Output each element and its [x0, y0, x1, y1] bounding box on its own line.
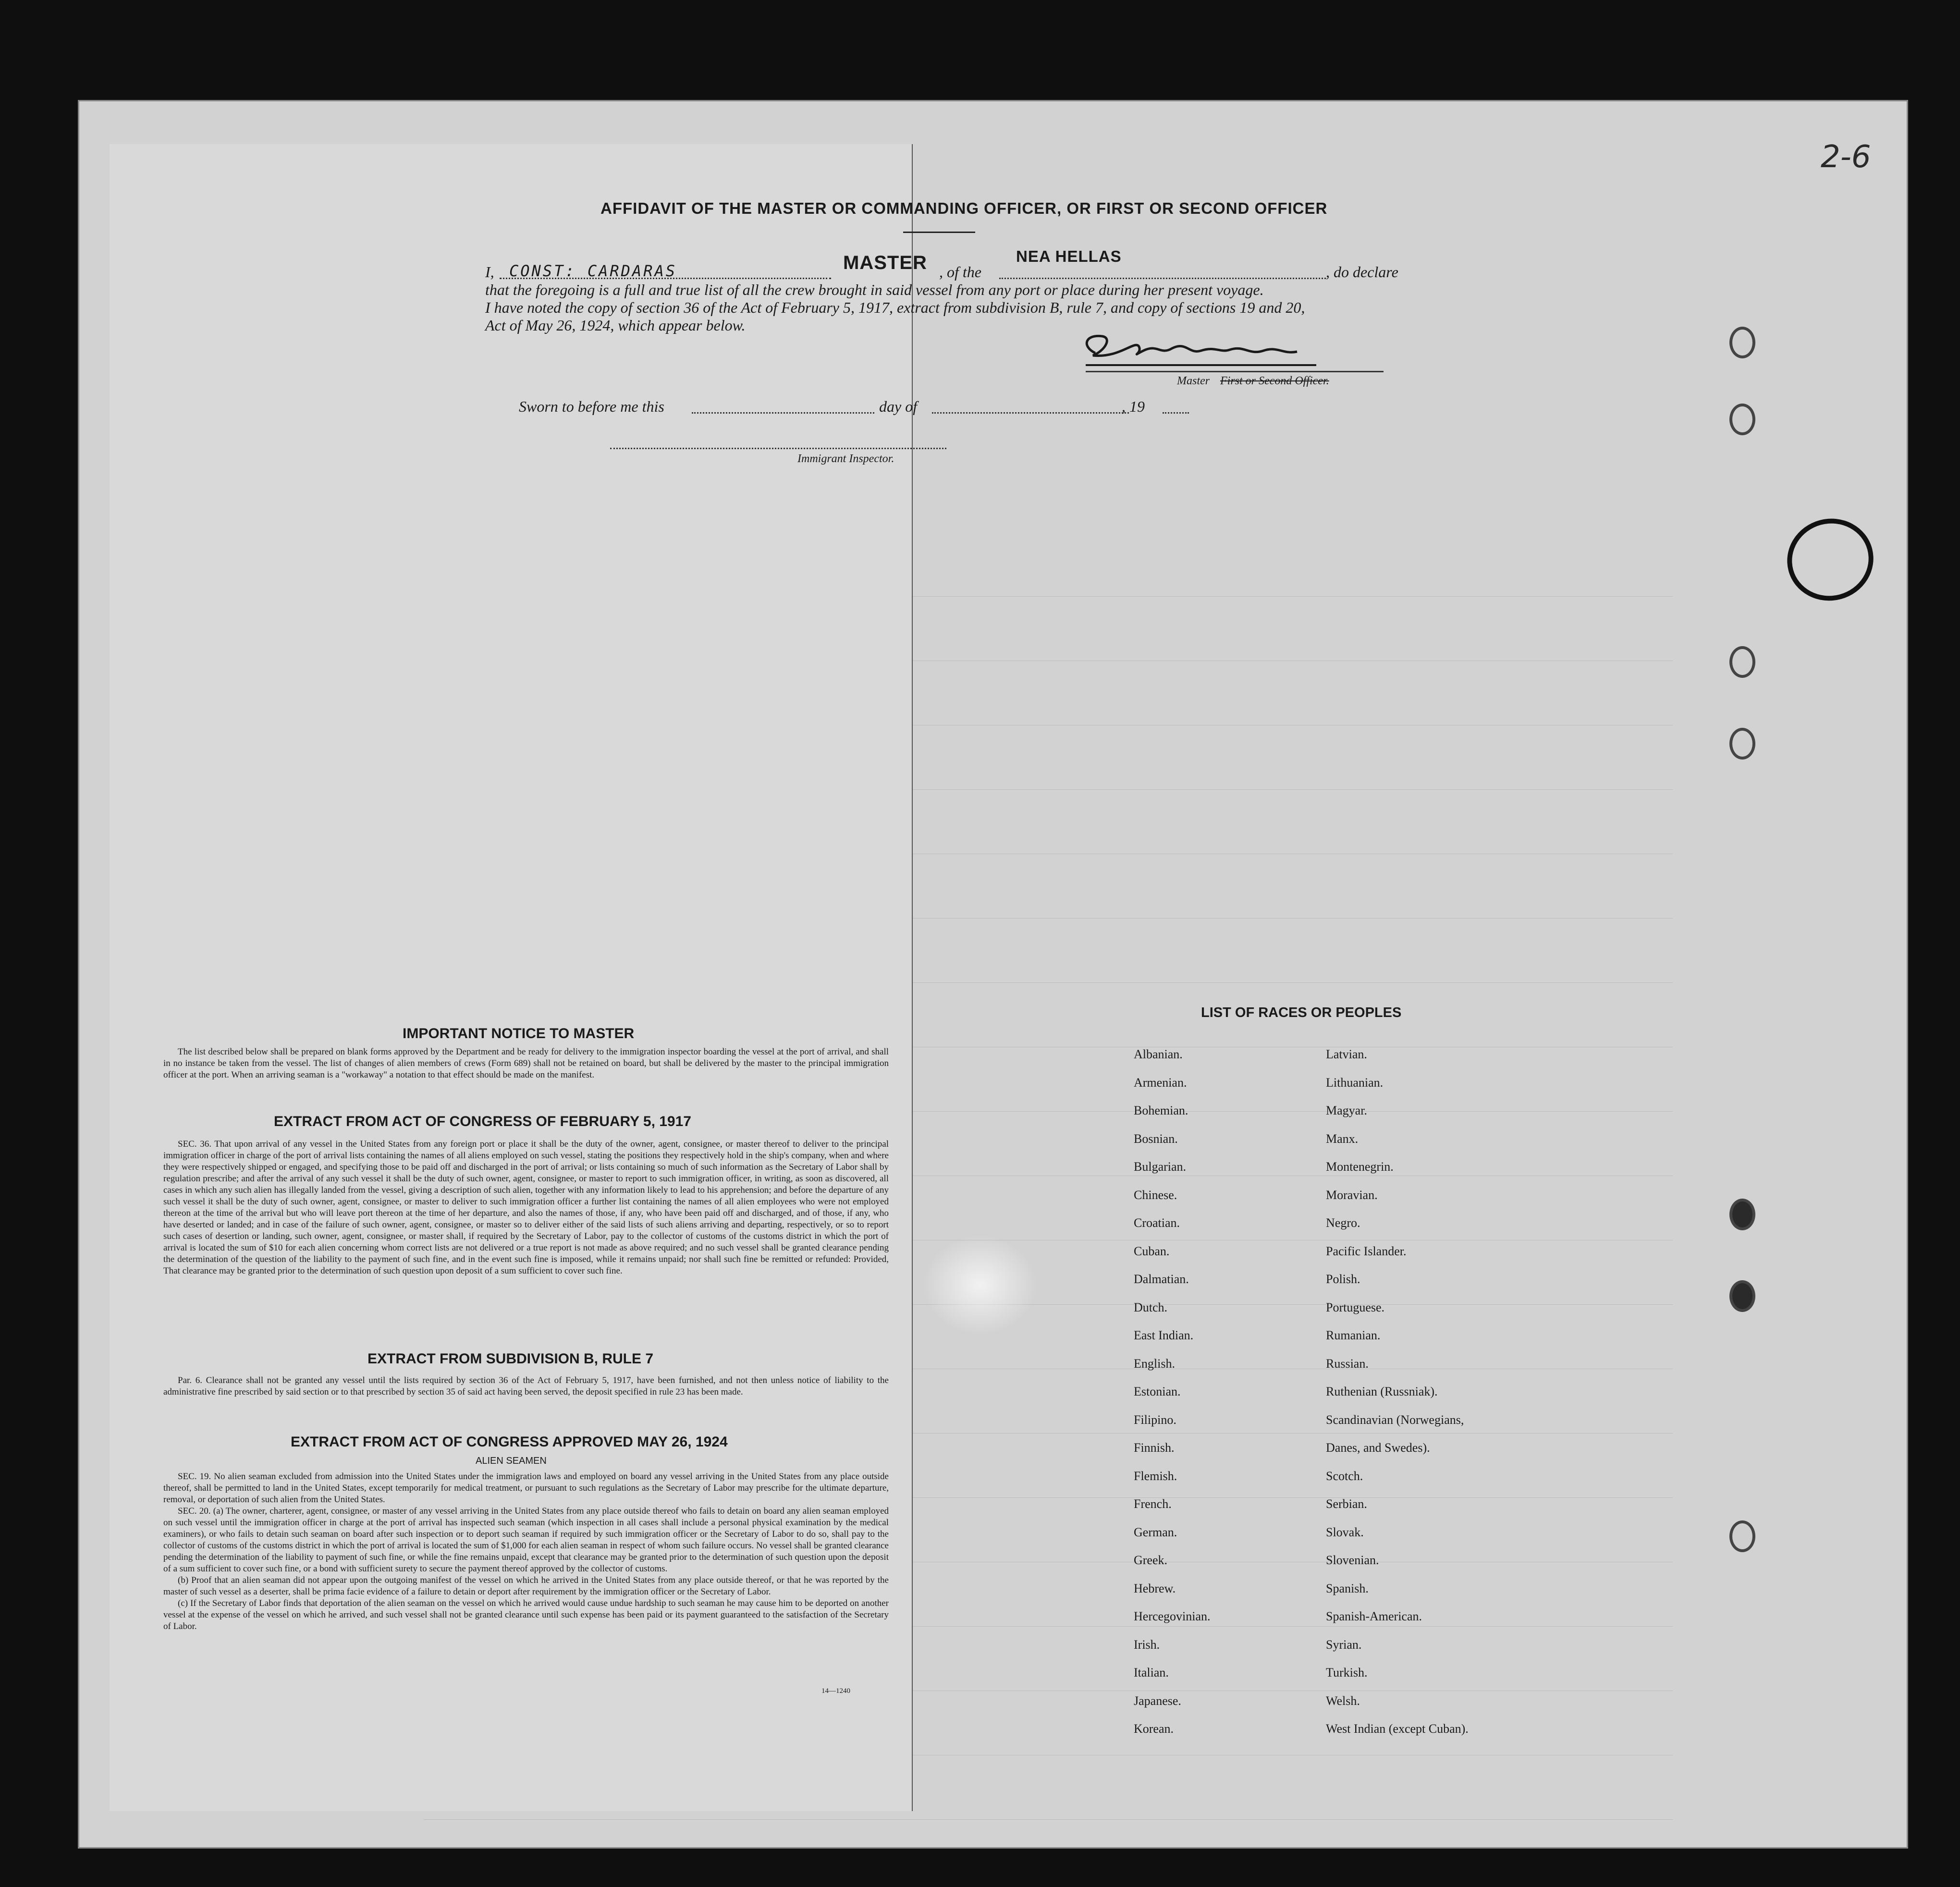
decl-mid: , of the [939, 263, 981, 281]
notice-heading: IMPORTANT NOTICE TO MASTER [403, 1026, 635, 1042]
sworn-date-blank [692, 412, 874, 414]
section-20b-paragraph: (b) Proof that an alien seaman did not appear upon the outgoing manifest of the vessel on which he arrived in the United States from any place outside thereof, or that he was reported by the master of such vessel as a deserter, shall be prima facie evidence of a failure to detain or deport after requirement by the immigration officer or the Secretary of Labor. [163, 1575, 889, 1597]
race-item: Turkish. [1326, 1666, 1368, 1679]
race-item: Slovenian. [1326, 1553, 1379, 1567]
race-item: Serbian. [1326, 1497, 1367, 1511]
vessel-name-stamp: NEA HELLAS [1016, 247, 1122, 265]
race-item: Lithuanian. [1326, 1075, 1384, 1090]
race-item: Armenian. [1134, 1075, 1187, 1090]
race-item: Russian. [1326, 1356, 1369, 1371]
inspector-signature-blank [610, 448, 946, 449]
race-item: Spanish-American. [1326, 1609, 1422, 1623]
race-item: Dalmatian. [1134, 1272, 1189, 1286]
race-item: Ruthenian (Russniak). [1326, 1385, 1438, 1398]
decl-line-4: Act of May 26, 1924, which appear below. [485, 317, 746, 334]
race-item: Flemish. [1134, 1469, 1177, 1483]
race-item: Hebrew. [1134, 1581, 1176, 1595]
decl-line-2: that the foregoing is a full and true list of all the crew brought in said vessel from any port or place during her present voyage. [485, 281, 1264, 298]
signer-label: Master [1177, 375, 1210, 387]
month-blank [932, 412, 1129, 414]
corner-page-note: 2-6 [1821, 139, 1871, 175]
master-name-handwritten: CONST: CARDARAS [509, 262, 677, 280]
decl-line-3: I have noted the copy of section 36 of the Act of February 5, 1917, extract from subdivision B, rule 7, and copy of sections 19 and 20, [485, 299, 1305, 316]
race-item: Chinese. [1134, 1188, 1177, 1202]
rule-7-paragraph: Par. 6. Clearance shall not be granted any vessel until the lists required by section 36 of the Act of February 5, 1917, have been furnished, and not then unless notice of liability to the administrative fine prescribed by said section or to that prescribed by section 35 of said act having been served, the deposit specified in rule 23 has been made. [163, 1375, 889, 1397]
race-item: Scandinavian (Norwegians, [1326, 1412, 1464, 1427]
vessel-blank [999, 278, 1326, 279]
act-1924-text [163, 1471, 889, 1632]
race-item: Albanian. [1134, 1047, 1183, 1061]
race-item: Finnish. [1134, 1441, 1175, 1455]
binder-hole [1729, 404, 1755, 435]
binder-hole [1729, 1280, 1755, 1312]
day-of-label: day of [879, 398, 918, 415]
race-item: English. [1134, 1356, 1175, 1371]
race-item: Portuguese. [1326, 1300, 1385, 1314]
form-number: 14—1240 [821, 1687, 850, 1695]
section-20c-paragraph: (c) If the Secretary of Labor finds that deportation of the alien seaman on the vessel on which he arrived would cause undue hardship to such seaman he may cause him to be deported on another vessel at the expense of the vessel on which he arrived, and such vessel shall not be granted clearance until such expense has been paid or its payment guaranteed to the satisfaction of the Secretary of Labor. [163, 1598, 889, 1631]
act-1924-heading: EXTRACT FROM ACT OF CONGRESS APPROVED MAY 26, 1924 [291, 1434, 728, 1450]
race-item: Danes, and Swedes). [1326, 1441, 1430, 1455]
race-item: Japanese. [1134, 1693, 1181, 1708]
affidavit-title: AFFIDAVIT OF THE MASTER OR COMMANDING OFFICER, OR FIRST OR SECOND OFFICER [600, 199, 1328, 217]
race-item: Hercegovinian. [1134, 1609, 1211, 1623]
race-item: Montenegrin. [1326, 1160, 1394, 1174]
race-item: Spanish. [1326, 1581, 1369, 1595]
paper-smudge [922, 1235, 1038, 1336]
binder-hole [1729, 646, 1755, 678]
decl-prefix: I, [485, 263, 494, 281]
race-item: Irish. [1134, 1637, 1160, 1652]
race-item: West Indian (except Cuban). [1326, 1722, 1469, 1736]
race-item: Italian. [1134, 1666, 1169, 1679]
title-divider [903, 232, 975, 233]
act-1917-text [163, 1139, 889, 1277]
race-item: German. [1134, 1525, 1177, 1539]
race-item: Bohemian. [1134, 1103, 1188, 1117]
binder-hole [1729, 728, 1755, 760]
inspector-label: Immigrant Inspector. [797, 453, 894, 465]
race-item: East Indian. [1134, 1328, 1194, 1342]
rule-7-text [163, 1375, 889, 1398]
section-20a-paragraph: SEC. 20. (a) The owner, charterer, agent, consignee, or master of any vessel arriving in the United States from any place outside thereof who fails to detain on board any alien seaman employed on such vessel until the immigration officer in charge at the port of arrival has inspected such seaman (which inspection in all cases shall include a personal physical examination by the medical examiners), or who fails to detain such seaman on board after such inspection or to deport such seaman if required by such immigration officer or the Secretary of Labor to do so, shall pay to the collector of customs of the customs district in which the port of arrival is located the sum of $1,000 for each alien seaman in respect of whom such failure occurs. No vessel shall be granted clearance pending the determination of the liability to payment of such fine, or while the fine remains unpaid, except that clearance may be granted prior to the determination of such question upon the deposit of a sum sufficient to cover such fine, or a bond with sufficient surety to secure the payment thereof approved by the collector of customs. [163, 1506, 889, 1574]
races-heading: LIST OF RACES OR PEOPLES [1201, 1005, 1402, 1020]
race-item: Korean. [1134, 1722, 1174, 1736]
race-item: Negro. [1326, 1216, 1360, 1230]
master-signature [1076, 331, 1326, 375]
binder-hole [1729, 327, 1755, 358]
notice-text [163, 1046, 889, 1081]
race-item: Pacific Islander. [1326, 1244, 1407, 1258]
alien-seamen-subheading: ALIEN SEAMEN [476, 1456, 547, 1466]
race-item: Polish. [1326, 1272, 1360, 1286]
binder-hole [1729, 1199, 1755, 1230]
race-item: Greek. [1134, 1553, 1168, 1567]
race-item: Estonian. [1134, 1385, 1181, 1398]
year-blank [1163, 412, 1189, 414]
binder-hole [1729, 1520, 1755, 1552]
section-19-paragraph: SEC. 19. No alien seaman excluded from admission into the United States under the immigration laws and employed on board any vessel arriving in the United States from any place outside thereof, shall be permitted to land in the United States, except temporarily for medical treatment, or pursuant to such regulations as the Secretary of Labor may prescribe for the ultimate departure, removal, or deportation of such alien from the United States. [163, 1471, 889, 1505]
race-item: Slovak. [1326, 1525, 1364, 1539]
race-item: Croatian. [1134, 1216, 1180, 1230]
section-36-paragraph: SEC. 36. That upon arrival of any vessel in the United States from any foreign port or place it shall be the duty of the owner, agent, consignee, or master thereof to deliver to the principal immigration officer in charge of the port of arrival lists containing the names of all aliens employed on such vessel, stating the positions they respectively hold in the ship's company, when and where they were respectively shipped or engaged, and specifying those to be paid off and discharged in the port of arrival; or lists containing so much of such information as the Secretary of Labor shall by regulation prescribe; and after the arrival of any such vessel it shall be the duty of such owner, agent, consignee, or master to report to such immigration officer, in writing, as soon as discovered, all cases in which any such alien has illegally landed from the vessel, giving a description of such alien, together with any information likely to lead to his apprehension; and before the departure of any such vessel it shall be the duty of such owner, agent, consignee, or master to deliver to such immigration officer a further list containing the names of all alien employees who were not employed thereon at the time of the arrival but who will leave port thereon at the time of her departure, and also the names of those, if any, who have been paid off and discharged, and of those, if any, who have deserted or landed; and in case of the failure of such owner, agent, consignee, or master so to deliver either of the said lists of such aliens arriving and departing, respectively, or so to report such cases of desertion or landing, such owner, agent, consignee, or master shall, if required by the Secretary of Labor, pay to the collector of customs of the customs district in which the port of arrival is located the sum of $10 for each alien concerning whom correct lists are not delivered or a true report is not made as above required; and no such vessel shall be granted clearance pending the determination of the question of the liability to the payment of such fine, and in the event such fine is imposed, while it remains unpaid; nor shall such fine be remitted or refunded: Provided, That clearance may be granted prior to the determination of such question upon deposit of a sum sufficient to cover such fine. [163, 1139, 889, 1276]
year-prefix: , 19 [1122, 398, 1145, 415]
race-item: Filipino. [1134, 1412, 1176, 1427]
sworn-label: Sworn to before me this [519, 398, 664, 415]
race-item: Bulgarian. [1134, 1160, 1187, 1174]
race-item: Manx. [1326, 1131, 1359, 1146]
race-item: Moravian. [1326, 1188, 1378, 1202]
race-item: Latvian. [1326, 1047, 1367, 1061]
act-1917-heading: EXTRACT FROM ACT OF CONGRESS OF FEBRUARY 5, 1917 [274, 1114, 691, 1129]
race-item: Scotch. [1326, 1469, 1363, 1483]
rule-7-heading: EXTRACT FROM SUBDIVISION B, RULE 7 [368, 1351, 654, 1367]
notice-paragraph: The list described below shall be prepared on blank forms approved by the Department and be ready for delivery to the immigration inspector boarding the vessel at the port of arrival, and shall in no instance be taken from the vessel. The list of changes of alien members of crews (Form 689) shall not be retained on board, but shall be delivered by the master to the principal immigration officer at the port. When an arriving seaman is a "workaway" a notation to that effect should be made on the manifest. [163, 1047, 889, 1080]
race-item: Bosnian. [1134, 1131, 1178, 1146]
rank-stamp: MASTER [843, 252, 927, 273]
signer-struck-title: First or Second Officer. [1220, 375, 1329, 387]
race-item: Syrian. [1326, 1637, 1362, 1652]
decl-suffix: , do declare [1326, 263, 1398, 281]
signature-line [1086, 371, 1384, 372]
races-right-column [1326, 1047, 1662, 1758]
race-item: Dutch. [1134, 1300, 1168, 1314]
race-item: Welsh. [1326, 1693, 1360, 1708]
race-item: Magyar. [1326, 1103, 1367, 1117]
race-item: Rumanian. [1326, 1328, 1381, 1342]
race-item: Cuban. [1134, 1244, 1170, 1258]
race-item: French. [1134, 1497, 1172, 1511]
